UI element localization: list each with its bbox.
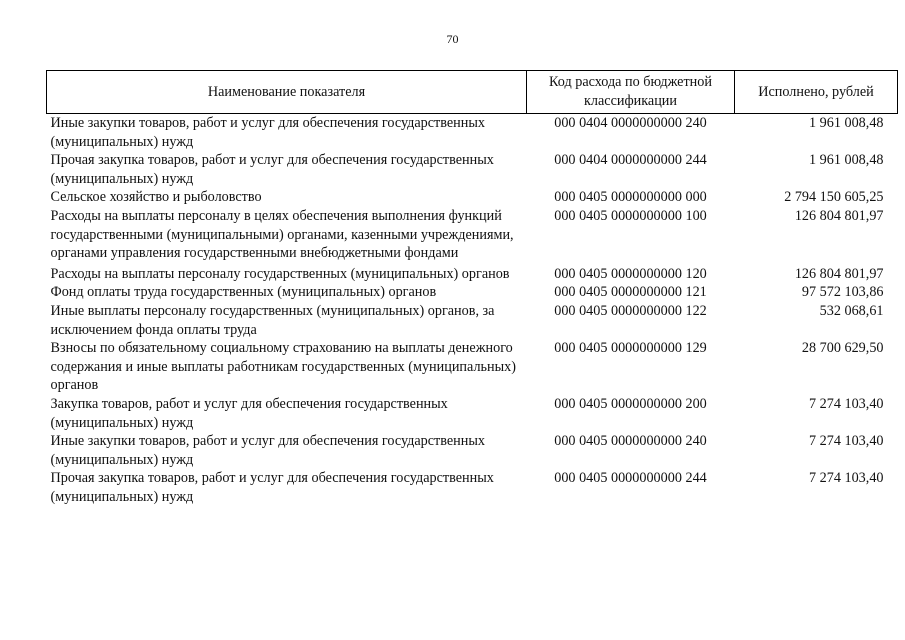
indicator-name: Иные выплаты персоналу государственных (муниципальных) органов, за исключением фонда оплаты труда: [50, 302, 495, 338]
header-row: [47, 71, 898, 114]
budget-code: 000 0405 0000000000 129: [554, 340, 707, 357]
executed-amount: 7 274 103,40: [809, 395, 884, 412]
indicator-name: Прочая закупка товаров, работ и услуг для обеспечения государственных (муниципальных) нужд: [50, 470, 494, 505]
indicator-name: Иные закупки товаров, работ и услуг для обеспечения государственных (муниципальных) нужд: [50, 115, 485, 150]
budget-code: 000 0405 0000000000 244: [554, 470, 707, 487]
table-header: [47, 71, 898, 114]
executed-amount: 97 572 103,86: [801, 284, 884, 301]
indicator-name: Взносы по обязательному социальному страхованию на выплаты денежного содержания и иные выплаты работникам государственных (муниципальных) органов: [50, 340, 516, 394]
table-row: [47, 151, 898, 188]
budget-code: 000 0405 0000000000 240: [554, 433, 707, 450]
table-row: [47, 265, 898, 284]
budget-code: 000 0405 0000000000 122: [554, 302, 707, 319]
budget-code: 000 0404 0000000000 240: [554, 115, 707, 131]
header-amount: Исполнено, рублей: [735, 71, 898, 114]
executed-amount: 2 794 150 605,25: [784, 189, 884, 206]
executed-amount: 1 961 008,48: [809, 152, 884, 169]
executed-amount: 126 804 801,97: [794, 207, 884, 224]
indicator-name: Закупка товаров, работ и услуг для обеспечения государственных (муниципальных) нужд: [50, 395, 448, 431]
budget-code: 000 0405 0000000000 120: [554, 265, 707, 282]
expenditure-table: [46, 70, 898, 506]
executed-amount: 126 804 801,97: [794, 265, 884, 282]
indicator-name: Расходы на выплаты персоналу в целях обеспечения выполнения функций государственными (муниципальными) органами, казенными учреждениями, органами управления государственными внебюджетными фондами: [50, 207, 514, 262]
table-row: [47, 283, 898, 302]
page-number: 70: [446, 32, 459, 46]
executed-amount: 7 274 103,40: [809, 433, 884, 450]
indicator-name: Расходы на выплаты персоналу государственных (муниципальных) органов: [50, 265, 510, 282]
table-row: [47, 302, 898, 339]
table-row: [47, 339, 898, 395]
table-row: [47, 432, 898, 469]
budget-code: 000 0405 0000000000 000: [554, 189, 707, 206]
table-body: [47, 114, 898, 507]
table-row: [47, 395, 898, 432]
executed-amount: 28 700 629,50: [801, 340, 884, 357]
table-row: [47, 469, 898, 506]
executed-amount: 532 068,61: [819, 302, 884, 319]
header-name: Наименование показателя: [47, 71, 527, 114]
indicator-name: Прочая закупка товаров, работ и услуг для обеспечения государственных (муниципальных) нужд: [50, 152, 494, 187]
header-code: Код расхода по бюджетной классификации: [527, 71, 735, 114]
table-row: [47, 114, 898, 152]
budget-code: 000 0405 0000000000 200: [554, 395, 707, 412]
indicator-name: Фонд оплаты труда государственных (муниципальных) органов: [50, 284, 437, 301]
budget-code: 000 0405 0000000000 100: [554, 207, 707, 224]
indicator-name: Иные закупки товаров, работ и услуг для обеспечения государственных (муниципальных) нужд: [50, 433, 485, 468]
table-row: [47, 188, 898, 207]
executed-amount: 1 961 008,48: [809, 115, 884, 131]
budget-code: 000 0404 0000000000 244: [554, 152, 707, 169]
indicator-name: Сельское хозяйство и рыболовство: [50, 189, 262, 206]
budget-code: 000 0405 0000000000 121: [554, 284, 707, 301]
table-row: [47, 207, 898, 265]
executed-amount: 7 274 103,40: [809, 470, 884, 487]
